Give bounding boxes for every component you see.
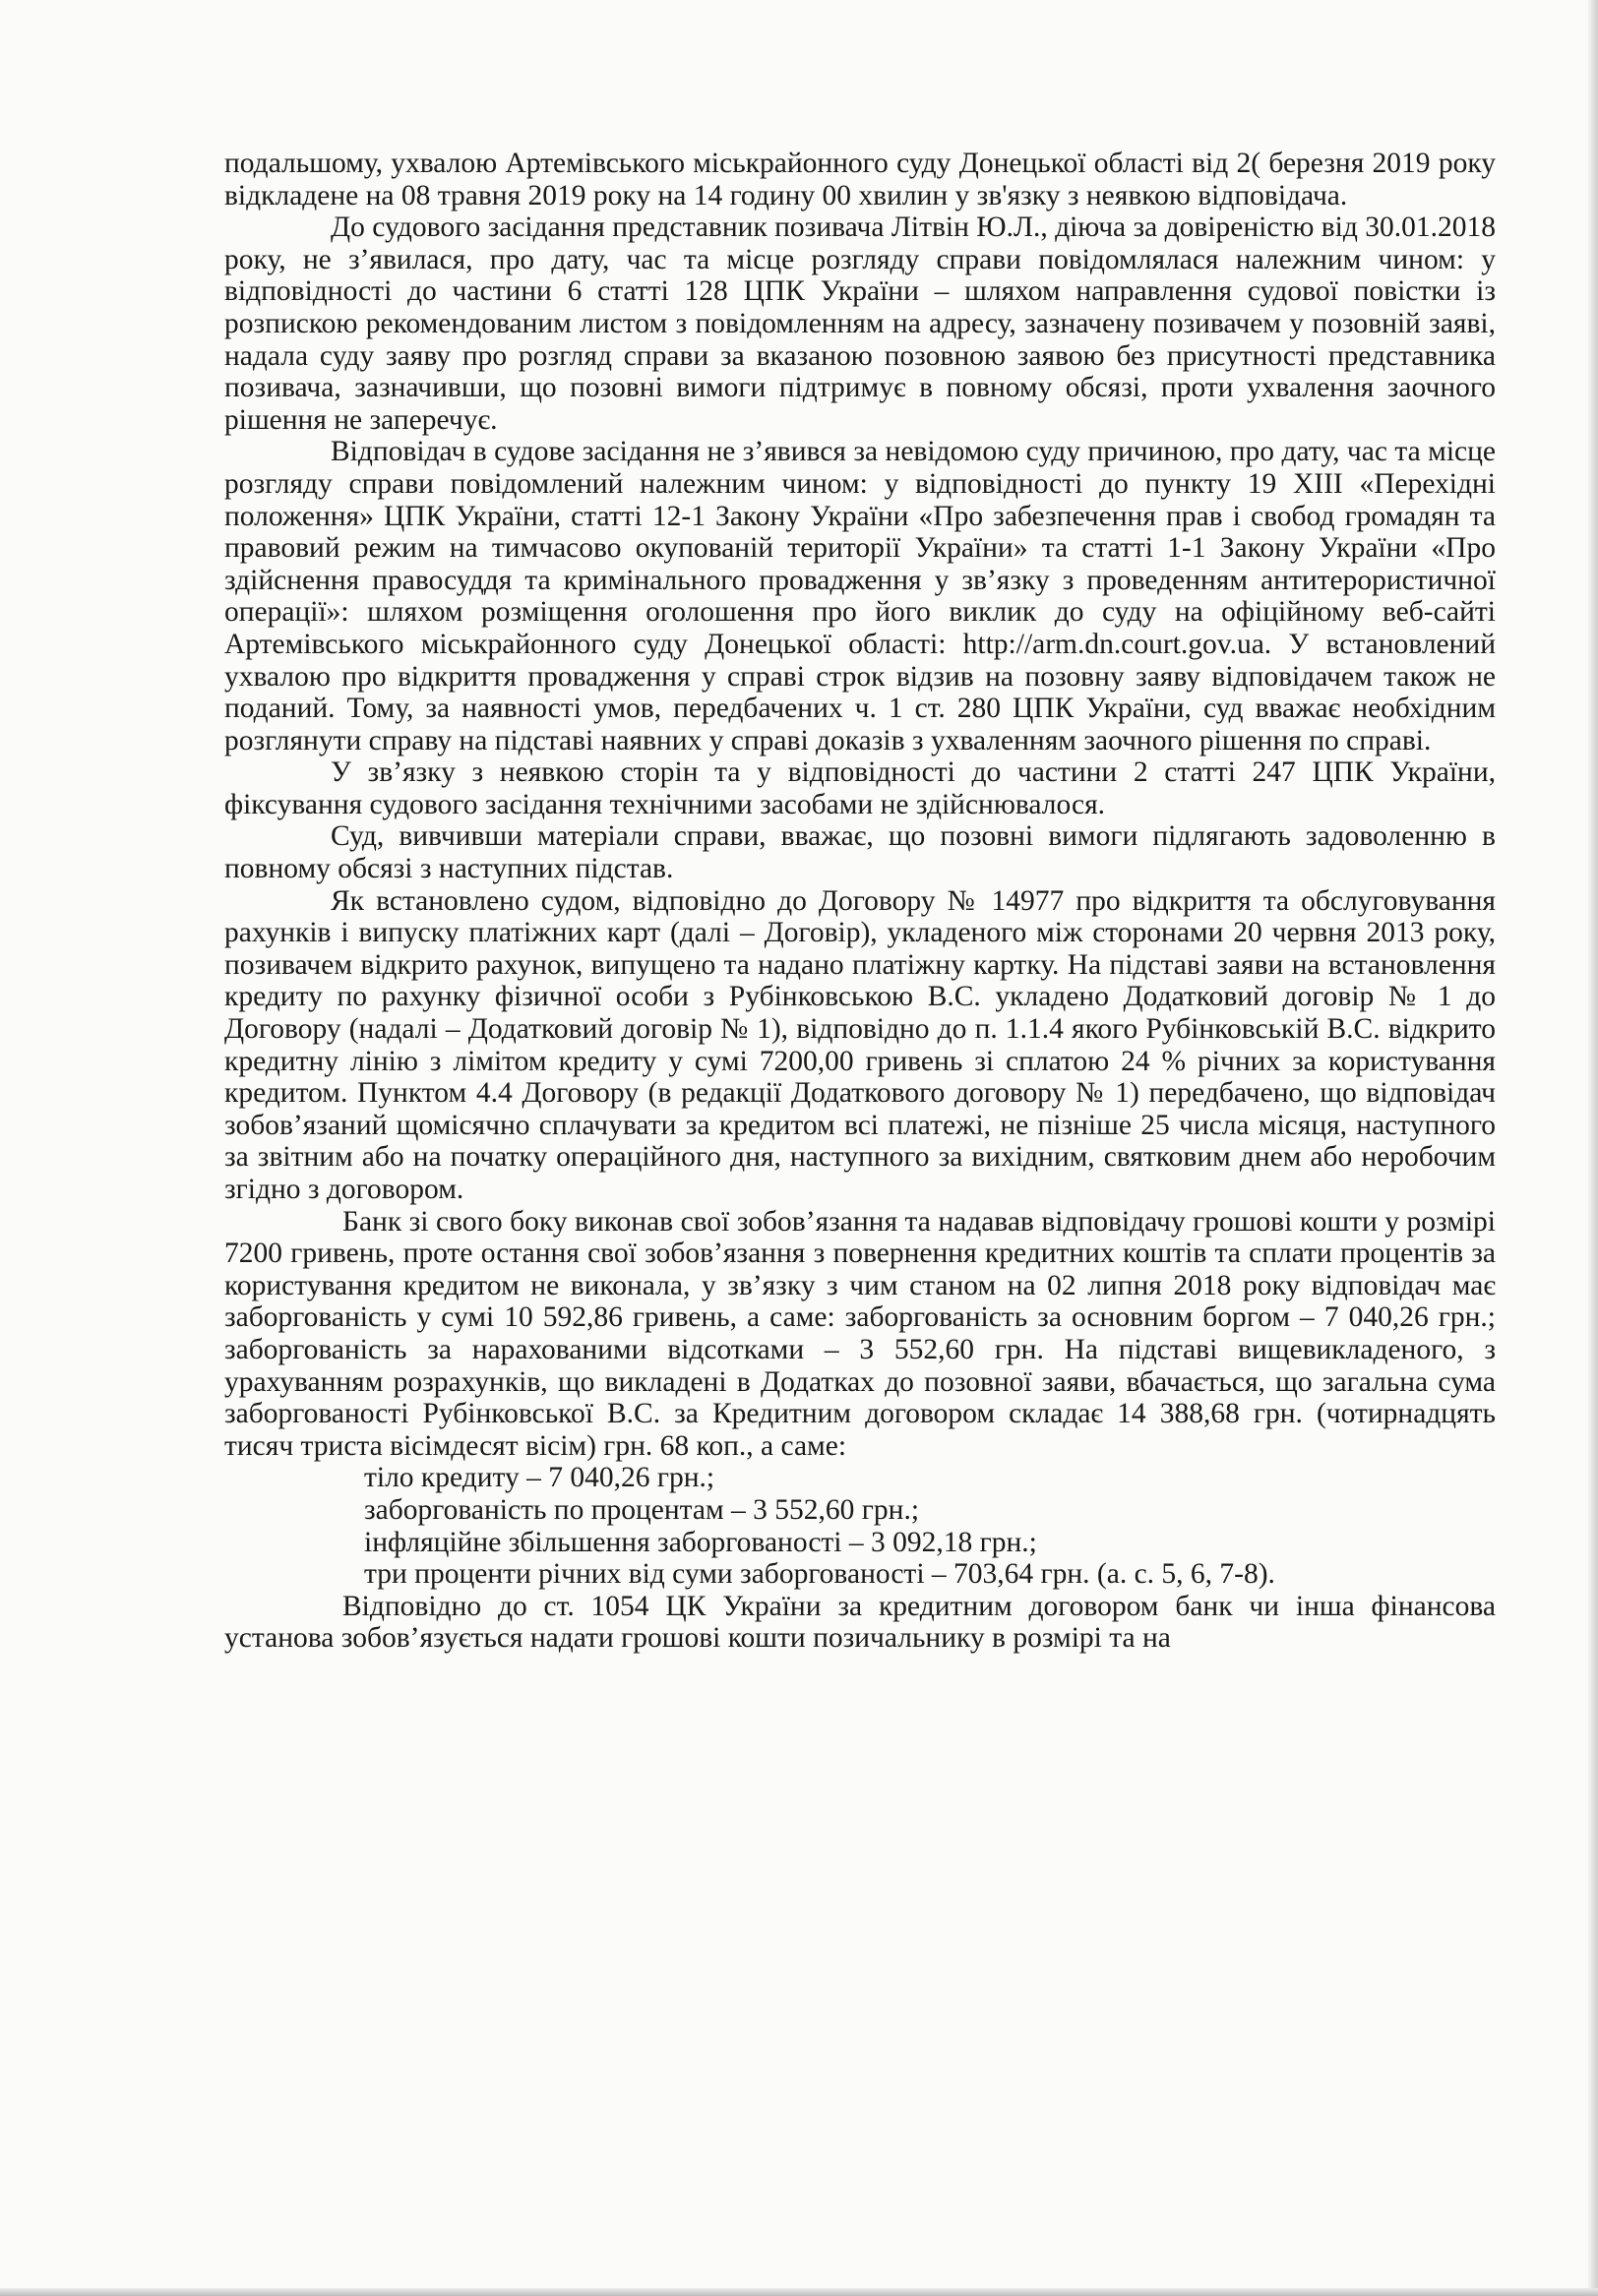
debt-list-item: інфляційне збільшення заборгованості – 3 092,18 грн.; <box>364 1526 1037 1558</box>
paragraph-civil-code-reference: Відповідно до ст. 1054 ЦК України за кредитним договором банк чи інша фінансова установа зобов’язується надати грошові кошти позичальнику в розмірі та на <box>224 1590 1496 1655</box>
paragraph-no-recording: У зв’язку з неявкою сторін та у відповідності до частини 2 статті 247 ЦПК України, фіксування судового засідання технічними засобами не здійснювалося. <box>224 756 1496 820</box>
paragraph-debt-details: Банк зі свого боку виконав свої зобов’язання та надавав відповідачу грошові кошти у розмірі 7200 гривень, проте остання свої зобов’язання з повернення кредитних коштів та сплати процентів за користування кредитом не виконала, у зв’язку з чим станом на 02 липня 2018 року відповідач має заборгованість у сумі 10 592,86 гривень, а саме: заборгованість за основним боргом – 7 040,26 грн.; заборгованість за нарахованими відсотками – 3 552,60 грн. На підставі вищевикладеного, з урахуванням розрахунків, що викладені в Додатках до позовної заяви, вбачається, що загальна сума заборгованості Рубінковської В.С. за Кредитним договором складає 14 388,68 грн. (чотирнадцять тисяч триста вісімдесят вісім) грн. 68 коп., а саме: <box>224 1205 1496 1462</box>
debt-list-item: три проценти річних від суми заборгованості – 703,64 грн. (а. с. 5, 6, 7-8). <box>364 1558 1275 1591</box>
paragraph-contract-facts: Як встановлено судом, відповідно до Договору № 14977 про відкриття та обслуговування рахунків і випуску платіжних карт (далі – Договір), укладеного між сторонами 20 червня 2013 року, позивачем відкрито рахунок, випущено та надано платіжну картку. На підставі заяви на встановлення кредиту по рахунку фізичної особи з Рубінковською В.С. укладено Додатковий договір № 1 до Договору (надалі – Додатковий договір № 1), відповідно до п. 1.1.4 якого Рубінковській В.С. відкрито кредитну лінію з лімітом кредиту у сумі 7200,00 гривень зі сплатою 24 % річних за користування кредитом. Пунктом 4.4 Договору (в редакції Додаткового договору № 1) передбачено, що відповідач зобов’язаний щомісячно сплачувати за кредитом всі платежі, не пізніше 25 числа місяця, наступного за звітним або на початку операційного дня, наступного за вихідним, святковим днем або неробочим згідно з договором. <box>224 884 1496 1205</box>
paragraph-plaintiff-representative: До судового засідання представник позивача Літвін Ю.Л., діюча за довіреністю від 30.01.2018 року, не з’явилася, про дату, час та місце розгляду справи повідомлялася належним чином: у відповідності до частини 6 статті 128 ЦПК України – шляхом направлення судової повістки із розпискою рекомендованим листом з повідомленням на адресу, зазначену позивачем у позовній заяві, надала суду заяву про розгляд справи за вказаною позовною заявою без присутності представника позивача, зазначивши, що позовні вимоги підтримує в повному обсязі, проти ухвалення заочного рішення не заперечує. <box>224 211 1496 436</box>
paragraph-continuation: подальшому, ухвалою Артемівського міськрайонного суду Донецької області від 2( березня 2019 року відкладене на 08 травня 2019 року на 14 годину 00 хвилин у зв'язку з неявкою відповідача. <box>224 148 1496 211</box>
debt-list-item: заборгованість по процентам – 3 552,60 грн.; <box>364 1493 920 1526</box>
document-body <box>224 148 1496 1655</box>
debt-list-item: тіло кредиту – 7 040,26 грн.; <box>364 1462 715 1494</box>
scan-edge-right <box>1588 0 1598 2296</box>
paragraph-defendant-absence: Відповідач в судове засідання не з’явився за невідомою суду причиною, про дату, час та місце розгляду справи повідомлений належним чином: у відповідності до пункту 19 ХIII «Перехідні положення» ЦПК України, статті 12-1 Закону України «Про забезпечення прав і свобод громадян та правовий режим на тимчасово окупованій території України» та статті 1-1 Закону України «Про здійснення правосуддя та кримінального провадження у зв’язку з проведенням антитерористичної операції»: шляхом розміщення оголошення про його виклик до суду на офіційному веб-сайті Артемівського міськрайонного суду Донецької області: http://arm.dn.court.gov.ua. У встановлений ухвалою про відкриття провадження у справі строк відзив на позовну заяву відповідачем також не поданий. Тому, за наявності умов, передбачених ч. 1 ст. 280 ЦПК України, суд вважає необхідним розглянути справу на підставі наявних у справі доказів з ухваленням заочного рішення по справі. <box>224 436 1496 756</box>
paragraph-court-finding: Суд, вивчивши матеріали справи, вважає, що позовні вимоги підлягають задоволенню в повному обсязі з наступних підстав. <box>224 820 1496 885</box>
scan-edge-bottom <box>0 2288 1598 2296</box>
